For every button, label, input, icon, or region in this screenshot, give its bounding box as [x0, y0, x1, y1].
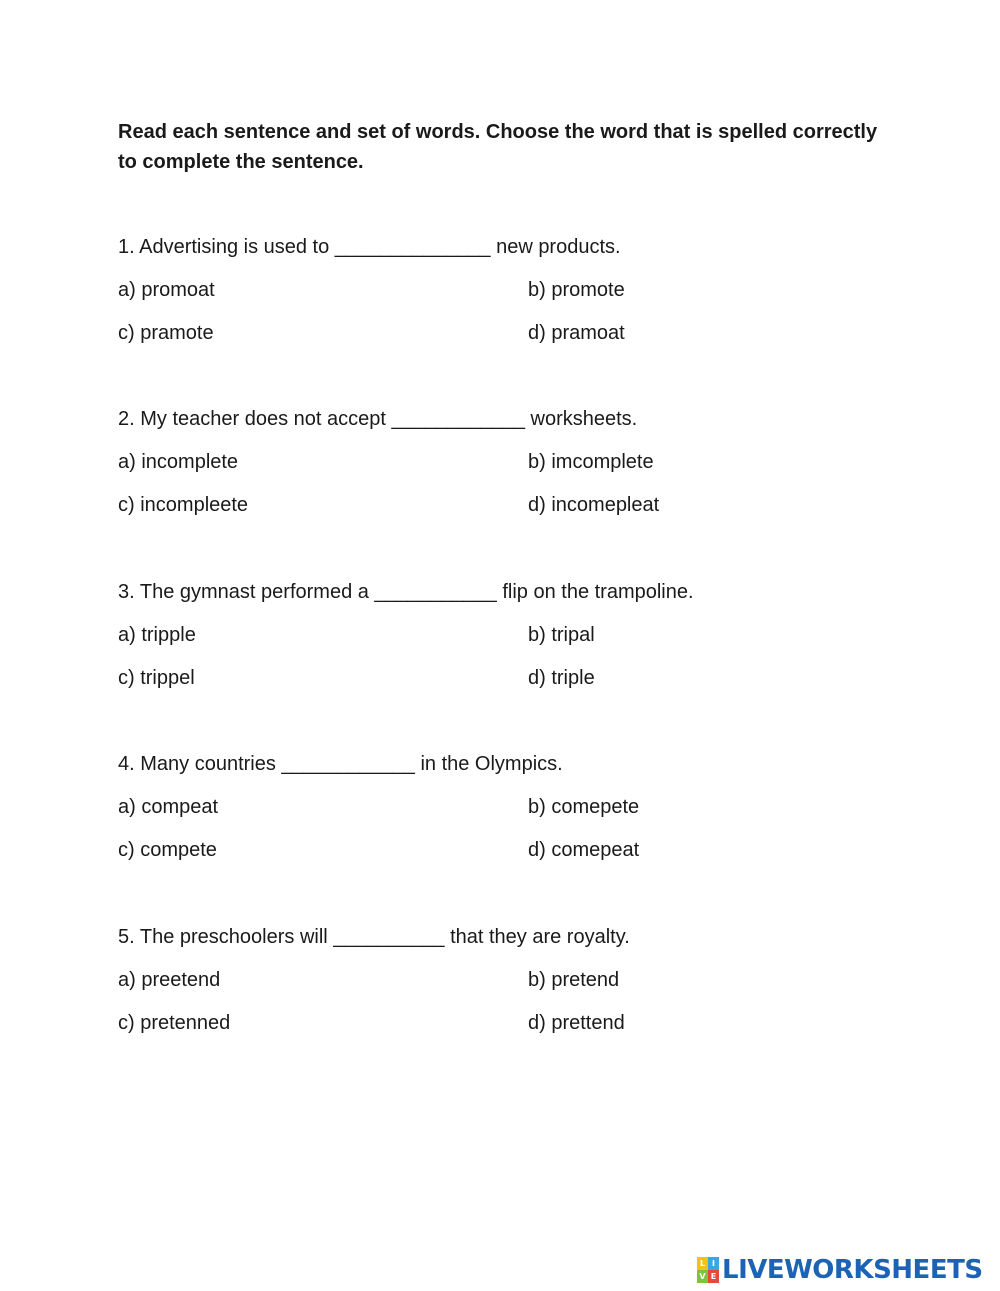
option-d[interactable]: d) prettend — [528, 1012, 625, 1034]
option-row — [118, 318, 918, 348]
option-a[interactable]: a) compeat — [118, 796, 219, 818]
option-d[interactable]: d) pramoat — [528, 322, 625, 344]
question-2 — [118, 404, 918, 520]
option-a[interactable]: a) tripple — [118, 624, 196, 646]
option-c[interactable]: c) trippel — [118, 667, 195, 689]
option-row — [118, 620, 918, 650]
option-b[interactable]: b) imcomplete — [528, 451, 654, 473]
liveworksheets-logo — [697, 1254, 983, 1286]
question-text: 2. My teacher does not accept ____________ worksheets. — [118, 408, 638, 430]
option-b[interactable]: b) promote — [528, 279, 625, 301]
logo-block: I — [708, 1257, 719, 1270]
option-b[interactable]: b) tripal — [528, 624, 595, 646]
option-row — [118, 447, 918, 477]
option-row — [118, 490, 918, 520]
option-d[interactable]: d) triple — [528, 667, 595, 689]
question-text: 1. Advertising is used to ______________ new products. — [118, 236, 621, 258]
option-b[interactable]: b) pretend — [528, 969, 620, 991]
logo-block: E — [708, 1270, 719, 1283]
question-text: 4. Many countries ____________ in the Olympics. — [118, 753, 563, 775]
option-row — [118, 275, 918, 305]
option-a[interactable]: a) promoat — [118, 279, 215, 301]
question-text: 5. The preschoolers will __________ that they are royalty. — [118, 926, 630, 948]
option-c[interactable]: c) compete — [118, 839, 217, 861]
question-5 — [118, 922, 918, 1038]
option-c[interactable]: c) pramote — [118, 322, 214, 344]
option-a[interactable]: a) incomplete — [118, 451, 239, 473]
instructions: Read each sentence and set of words. Choose the word that is spelled correctly to complete the sentence. — [118, 121, 878, 173]
logo-block: L — [697, 1257, 708, 1270]
option-row — [118, 965, 918, 995]
logo-text: LIVEWORKSHEETS — [722, 1255, 983, 1285]
question-1 — [118, 232, 918, 348]
option-row — [118, 792, 918, 822]
logo-blocks-icon — [697, 1257, 719, 1283]
option-c[interactable]: c) pretenned — [118, 1012, 231, 1034]
option-d[interactable]: d) incomepleat — [528, 494, 660, 516]
option-c[interactable]: c) incompleete — [118, 494, 249, 516]
question-3 — [118, 577, 918, 693]
option-row — [118, 835, 918, 865]
option-row — [118, 663, 918, 693]
option-b[interactable]: b) comepete — [528, 796, 640, 818]
logo-block: V — [697, 1270, 708, 1283]
option-d[interactable]: d) comepeat — [528, 839, 640, 861]
option-row — [118, 1008, 918, 1038]
option-a[interactable]: a) preetend — [118, 969, 221, 991]
question-4 — [118, 749, 918, 865]
question-text: 3. The gymnast performed a ___________ flip on the trampoline. — [118, 581, 694, 603]
